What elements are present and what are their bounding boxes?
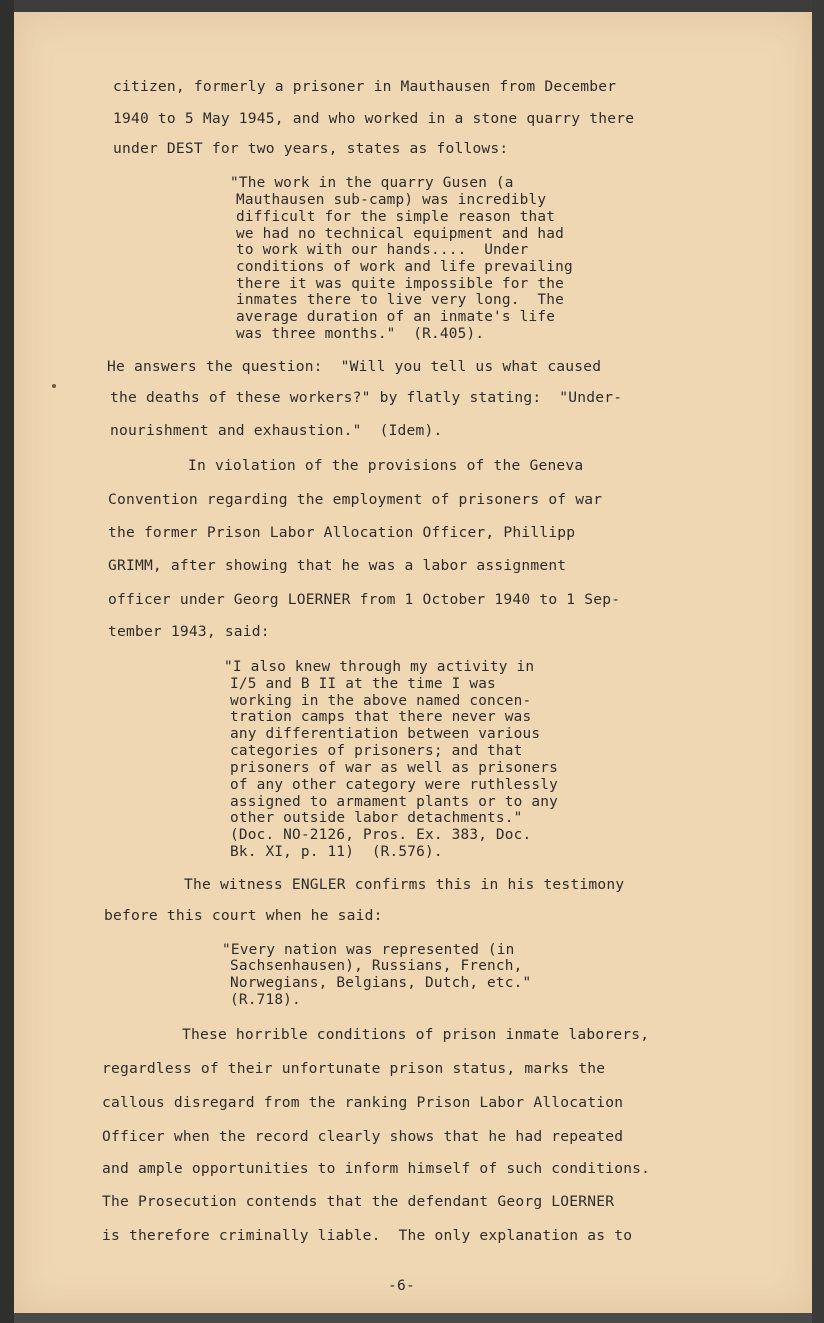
scan-frame-left <box>0 0 14 1323</box>
quote-line: we had no technical equipment and had <box>236 226 564 242</box>
body-line: callous disregard from the ranking Prison Labor Allocation <box>102 1094 624 1111</box>
body-line: Convention regarding the employment of prisoners of war <box>108 491 603 508</box>
body-line: is therefore criminally liable. The only explanation as to <box>102 1227 633 1244</box>
quote-line: Bk. XI, p. 11) (R.576). <box>230 844 443 860</box>
quote-line: "I also knew through my activity in <box>224 659 535 675</box>
body-line: These horrible conditions of prison inmate laborers, <box>182 1026 650 1043</box>
quote-line: I/5 and B II at the time I was <box>230 676 496 692</box>
quote-line: of any other category were ruthlessly <box>230 777 558 793</box>
quote-line: average duration of an inmate's life <box>236 309 556 325</box>
body-line: before this court when he said: <box>104 907 383 924</box>
body-line: He answers the question: "Will you tell us what caused <box>107 358 602 375</box>
body-line: The Prosecution contends that the defendant Georg LOERNER <box>102 1193 615 1210</box>
paper-speck <box>52 384 56 388</box>
quote-line: assigned to armament plants or to any <box>230 794 558 810</box>
quote-line: "Every nation was represented (in <box>222 942 515 958</box>
body-line: 1940 to 5 May 1945, and who worked in a stone quarry there <box>113 110 635 127</box>
scan-frame-right <box>812 0 824 1323</box>
quote-line: difficult for the simple reason that <box>236 209 556 225</box>
body-line: regardless of their unfortunate prison status, marks the <box>102 1060 606 1077</box>
body-line: Officer when the record clearly shows that he had repeated <box>102 1128 624 1145</box>
body-line: the former Prison Labor Allocation Officer, Phillipp <box>108 524 576 541</box>
quote-line: working in the above named concen- <box>230 693 532 709</box>
quote-line: to work with our hands.... Under <box>236 242 529 258</box>
quote-line: was three months." (R.405). <box>236 326 485 342</box>
quote-line: "The work in the quarry Gusen (a <box>230 175 514 191</box>
body-line: citizen, formerly a prisoner in Mauthausen from December <box>113 78 617 95</box>
quote-line: other outside labor detachments." <box>230 810 523 826</box>
quote-line: categories of prisoners; and that <box>230 743 523 759</box>
body-line: under DEST for two years, states as follows: <box>113 140 509 157</box>
quote-line: Sachsenhausen), Russians, French, <box>230 958 523 974</box>
body-line: GRIMM, after showing that he was a labor assignment <box>108 557 567 574</box>
quote-line: tration camps that there never was <box>230 709 532 725</box>
quote-line: inmates there to live very long. The <box>236 292 564 308</box>
document-page <box>14 12 812 1313</box>
body-line: In violation of the provisions of the Geneva <box>188 457 584 474</box>
body-line: nourishment and exhaustion." (Idem). <box>110 422 443 439</box>
quote-line: Mauthausen sub-camp) was incredibly <box>236 192 547 208</box>
body-line: The witness ENGLER confirms this in his testimony <box>184 876 625 893</box>
quote-line: (R.718). <box>230 992 301 1008</box>
quote-line: conditions of work and life prevailing <box>236 259 573 275</box>
quote-line: any differentiation between various <box>230 726 541 742</box>
scan-frame-top <box>0 0 824 12</box>
quote-line: (Doc. NO-2126, Pros. Ex. 383, Doc. <box>230 827 532 843</box>
quote-line: Norwegians, Belgians, Dutch, etc." <box>230 975 532 991</box>
body-line: the deaths of these workers?" by flatly stating: "Under- <box>110 389 623 406</box>
quote-line: there it was quite impossible for the <box>236 276 564 292</box>
body-line: officer under Georg LOERNER from 1 October 1940 to 1 Sep- <box>108 591 621 608</box>
body-line: tember 1943, said: <box>108 623 270 640</box>
quote-line: prisoners of war as well as prisoners <box>230 760 558 776</box>
body-line: and ample opportunities to inform himself of such conditions. <box>102 1160 651 1177</box>
page-number: -6- <box>388 1277 415 1294</box>
